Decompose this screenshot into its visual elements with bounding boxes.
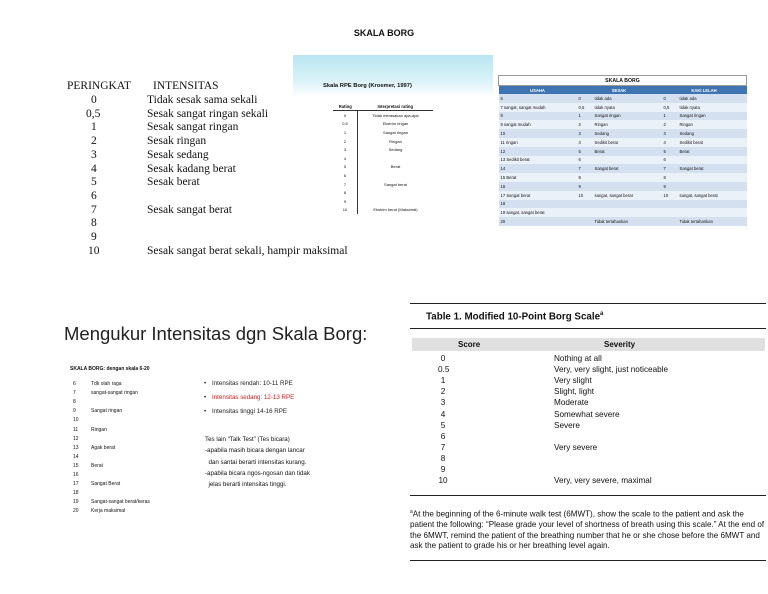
scale-intensity-label: Sesak sangat ringan sekali <box>147 107 269 120</box>
blue-table-cell: 11 ringan <box>499 138 577 147</box>
kroemer-interp: Ringan <box>389 138 402 144</box>
blue-table-cell: 4 <box>577 138 593 147</box>
kroemer-caption: Skala RPE Borg (Kroemer, 1997) <box>323 83 412 89</box>
kroemer-row <box>333 197 433 206</box>
kroemer-row <box>333 145 433 154</box>
scale-intensity-label: Sesak berat <box>147 176 200 189</box>
bullet-dot-icon: • <box>204 394 207 401</box>
borg-score: 6 <box>440 431 446 441</box>
borg-score: 5 <box>440 420 446 430</box>
scale-rating: 5 <box>91 176 97 189</box>
intensitas-header: INTENSITAS <box>153 80 219 92</box>
blue-table-cell: 15 Berat <box>499 173 577 182</box>
slide-scale-label: Kerja maksimal <box>91 508 126 515</box>
kroemer-interp: Tidak merasakan apa-apa <box>372 112 419 118</box>
slide-scale-number: 11 <box>73 426 79 433</box>
scale-rating: 2 <box>91 135 97 148</box>
borg-severity: Moderate <box>554 398 589 408</box>
kroemer-rating: 10 <box>333 206 358 215</box>
blue-table-title: SKALA BORG <box>499 76 747 86</box>
borg-severity: Very, very severe, maximal <box>554 476 652 486</box>
blue-table-cell: 8 <box>499 112 577 121</box>
bullet-text: Intensitas rendah: 10-11 RPE <box>212 380 293 387</box>
blue-table-cell <box>577 208 593 217</box>
talk-test-line: -apabila masih bicara dengan lancar <box>205 447 305 455</box>
modified-borg-header <box>412 338 765 351</box>
blue-table-cell: 8 <box>661 173 677 182</box>
kroemer-rating: 4 <box>333 154 358 163</box>
blue-table-cell: 9 <box>577 182 593 191</box>
blue-table-row <box>499 147 747 156</box>
blue-table-cell: 18 <box>499 200 577 209</box>
kroemer-rating: 0 <box>333 111 358 120</box>
scale-intensity-label: Tidak sesak sama sekali <box>147 94 258 106</box>
kroemer-rating: 6 <box>333 171 358 180</box>
blue-table-cell: 0,5 <box>661 103 677 112</box>
blue-table-cell: 2 <box>661 120 677 129</box>
borg-severity: Nothing at all <box>554 354 602 363</box>
kroemer-head-rating: Rating <box>333 102 358 111</box>
col-sesak: SESAK <box>577 86 662 95</box>
blue-table-cell: sangat, sangat berat <box>678 191 747 200</box>
slide-title: Mengukur Intensitas dgn Skala Borg: <box>64 323 368 344</box>
blue-table-cell: 9 <box>661 182 677 191</box>
blue-table-cell: Berat <box>678 147 747 156</box>
blue-table-cell: 6 <box>577 156 593 165</box>
blue-table-cell <box>593 173 662 182</box>
slide-scale-number: 18 <box>73 490 79 497</box>
severity-header: Severity <box>604 340 636 349</box>
kroemer-interp: Ekstrim ringan <box>382 121 409 127</box>
blue-table-cell <box>593 200 662 209</box>
talk-test-line: -apabila bicara ngos-ngosan dan tidak <box>205 469 310 477</box>
blue-table-cell <box>593 182 662 191</box>
borg-severity: Severe <box>554 420 580 430</box>
kroemer-interp <box>358 188 434 197</box>
borg-score: 7 <box>440 442 446 452</box>
intensity-bullet <box>204 408 287 415</box>
blue-table-cell: 5 <box>661 147 677 156</box>
slide-scale-number: 10 <box>73 417 79 424</box>
slide-scale-number: 12 <box>73 435 79 442</box>
blue-table-row <box>499 173 747 182</box>
kroemer-rating: 1 <box>333 128 358 137</box>
col-usaha: USAHA <box>499 86 577 95</box>
kroemer-row <box>333 163 433 172</box>
borg-score: 10 <box>438 476 448 486</box>
kroemer-row <box>333 137 433 146</box>
slide-scale-label: Berat <box>91 462 103 469</box>
blue-table-cell: 0 <box>661 94 677 103</box>
modified-borg-footnote: $^a$At the beginning of the 6-minute walk test (6MWT), show the scale to the patient and ask the patient the following: “Please grade your level of shortness of breath using this scale.” At the end of the 6MWT, remind the patient of the breathing number that he or she chose before the 6MWT and ask the patient to grade his or her breathing level again. <box>410 509 765 551</box>
blue-table-cell: 5 <box>577 147 593 156</box>
slide-scale-number: 9 <box>73 408 76 415</box>
borg-score: 9 <box>440 465 446 474</box>
blue-table-cell <box>678 173 747 182</box>
scale-rating: 1 <box>91 121 97 134</box>
borg-severity: Somewhat severe <box>554 409 620 419</box>
blue-table-cell: Tidak tertahankan <box>593 217 662 226</box>
blue-table-cell <box>661 200 677 209</box>
scale-intensity-label: Sesak sangat berat <box>147 203 232 216</box>
blue-table-cell: 7 sangat, sangat mudah <box>499 103 577 112</box>
bullet-dot-icon: • <box>204 408 207 415</box>
col-kaki-lelah: KAKI LELAH <box>661 86 746 95</box>
blue-table-cell: tidak ada <box>678 94 747 103</box>
talk-test-line: Tes lain “Talk Test” (Tes bicara) <box>205 436 290 443</box>
borg-score: 4 <box>440 409 446 419</box>
scale-rating: 10 <box>88 244 100 257</box>
blue-table-row <box>499 217 747 226</box>
scale-rating: 7 <box>91 203 97 216</box>
slide-scale-number: 14 <box>73 453 79 460</box>
slide-scale-number: 13 <box>73 444 79 451</box>
slide-scale-number: 15 <box>73 462 79 469</box>
blue-table-row <box>499 94 747 103</box>
blue-table-cell: Tidak tertahankan <box>678 217 747 226</box>
blue-table-cell <box>678 182 747 191</box>
blue-table-cell: 3 <box>661 129 677 138</box>
borg-severity: Slight, light <box>554 387 595 397</box>
blue-table-cell: 0,5 <box>577 103 593 112</box>
blue-table-cell: Berat <box>593 147 662 156</box>
slide-scale-number: 17 <box>73 481 79 488</box>
kroemer-header-band <box>293 55 493 97</box>
blue-table-cell: 3 <box>577 129 593 138</box>
scale-intensity-label: Sesak sangat ringan <box>147 121 239 134</box>
kroemer-rating: 5 <box>333 163 358 172</box>
bullet-text: Intensitas sedang: 12-13 RPE <box>212 394 295 401</box>
blue-table-cell: 2 <box>577 120 593 129</box>
slide-scale-label: Sangat ringan <box>91 408 123 415</box>
borg-score: 1 <box>440 376 446 386</box>
scale-rating: 3 <box>91 148 97 161</box>
blue-table-cell <box>577 200 593 209</box>
blue-table-cell <box>678 200 747 209</box>
blue-table-cell <box>593 208 662 217</box>
scale-intensity-label: Sesak kadang berat <box>147 162 236 175</box>
blue-table-cell <box>593 156 662 165</box>
blue-table-cell: 1 <box>577 112 593 121</box>
slide-scale-label: Tdk olah raga <box>91 381 122 387</box>
footnote-bottom-rule <box>410 560 766 561</box>
blue-table-row <box>499 182 747 191</box>
score-header: Score <box>458 340 481 349</box>
peringkat-header: PERINGKAT <box>67 80 131 92</box>
slide-scale-number: 7 <box>73 390 76 397</box>
blue-table-cell: 7 <box>661 164 677 173</box>
blue-table-row <box>499 112 747 121</box>
borg-score: 0.5 <box>438 365 450 375</box>
modified-borg-title: Table 1. Modified 10-Point Borg Scale$^a$ <box>426 311 604 323</box>
kroemer-interp: Sangat ringan <box>383 129 408 135</box>
intensity-bullet <box>204 380 293 387</box>
kroemer-head-interp: Interpretasi rating <box>358 102 434 111</box>
kroemer-row <box>333 188 433 197</box>
blue-table-cell: Sangat berat <box>678 164 747 173</box>
blue-table-cell: Ringan <box>593 120 662 129</box>
kroemer-row <box>333 206 433 215</box>
talk-test-line: jelas berarti intensitas tinggi. <box>205 481 287 489</box>
scale-intensity-label: Sesak ringan <box>147 135 207 148</box>
kroemer-rating: 0,5 <box>333 120 358 129</box>
blue-table-cell: 14 <box>499 164 577 173</box>
blue-table-cell: 10 <box>661 191 677 200</box>
borg-severity: Very, very slight, just noticeable <box>554 365 669 375</box>
blue-table-cell <box>661 217 677 226</box>
bullet-text: Intensitas tinggi 14-16 RPE <box>212 408 287 415</box>
blue-table-cell: Sangat berat <box>593 164 662 173</box>
blue-table-row <box>499 208 747 217</box>
blue-table-cell <box>661 208 677 217</box>
kroemer-interp: Sangat berat <box>384 181 407 187</box>
slide-scale-label: Sangat-sangat berat/keras <box>91 499 150 506</box>
slide-scale-number: 6 <box>73 381 76 387</box>
blue-table-row <box>499 156 747 165</box>
blue-table-cell: 4 <box>661 138 677 147</box>
blue-table-row <box>499 129 747 138</box>
kroemer-rating: 3 <box>333 145 358 154</box>
blue-table-cell: Sangat ringan <box>678 112 747 121</box>
kroemer-interp <box>358 171 434 180</box>
scale-rating: 6 <box>91 189 97 202</box>
blue-table-cell: 1 <box>661 112 677 121</box>
blue-table-cell: sangat, sangat berat <box>593 191 662 200</box>
blue-table-cell <box>678 156 747 165</box>
kroemer-interp: Ekstrim berat (Maksimal) <box>373 207 418 213</box>
blue-table-cell: 6 <box>661 156 677 165</box>
blue-table-cell: 12 <box>499 147 577 156</box>
borg-score: 0 <box>440 354 446 363</box>
blue-table-cell: tidak ada <box>593 94 662 103</box>
borg-score: 2 <box>440 387 446 397</box>
slide-scale-number: 20 <box>73 508 79 515</box>
scale-intensity-label: Sesak sedang <box>147 148 209 161</box>
scale-rating: 4 <box>91 162 97 175</box>
skala-borg-blue-table <box>498 75 747 226</box>
kroemer-row <box>333 111 433 120</box>
blue-table-row <box>499 191 747 200</box>
blue-table-row <box>499 200 747 209</box>
blue-table-cell: 9 sangat mudah <box>499 120 577 129</box>
slide-scale-label: sangat-sangat ringan <box>91 390 138 397</box>
slide-scale-label: Sangat Berat <box>91 481 121 488</box>
table-bottom-rule <box>410 495 766 496</box>
bullet-dot-icon: • <box>204 380 207 387</box>
kroemer-row <box>333 120 433 129</box>
blue-table-cell: Sedang <box>593 129 662 138</box>
borg-severity: Very slight <box>554 376 592 386</box>
blue-table-cell: 0 <box>577 94 593 103</box>
blue-table-row <box>499 103 747 112</box>
scale-rating: 8 <box>91 217 97 230</box>
scale-rating: 0 <box>91 94 97 106</box>
scale-rating: 0,5 <box>86 107 101 120</box>
blue-table-cell <box>678 208 747 217</box>
blue-table-cell: tidak nyata <box>593 103 662 112</box>
slide-scale-label: Ringan <box>91 426 107 433</box>
main-title: SKALA BORG <box>353 28 415 38</box>
blue-table-cell: Sangat ringan <box>593 112 662 121</box>
blue-table-cell: tidak nyata <box>678 103 747 112</box>
talk-test-line: dan santai berarti intensitas kurang. <box>205 458 307 466</box>
slide-scale-number: 19 <box>73 499 79 506</box>
kroemer-rating: 7 <box>333 180 358 189</box>
borg-score: 3 <box>440 398 446 408</box>
blue-table-cell: Sedang <box>678 129 747 138</box>
kroemer-row <box>333 154 433 163</box>
blue-table-cell: 13 Sedikit berat <box>499 156 577 165</box>
table-title-rule <box>410 328 766 329</box>
blue-table-cell <box>577 217 593 226</box>
blue-table-cell: 6 <box>499 94 577 103</box>
blue-table-cell: 10 <box>499 129 577 138</box>
kroemer-rating: 2 <box>333 137 358 146</box>
slide-scale-label: Agak berat <box>91 444 116 451</box>
kroemer-interp: Berat <box>390 164 401 170</box>
kroemer-rating: 9 <box>333 197 358 206</box>
kroemer-rpe-figure <box>293 55 493 247</box>
borg-severity: Very severe <box>554 442 598 452</box>
blue-table-cell: 20 <box>499 217 577 226</box>
kroemer-interp: Sedang <box>388 147 403 153</box>
kroemer-row <box>333 180 433 189</box>
slide-scale-number: 8 <box>73 399 76 406</box>
slide-scale-number: 16 <box>73 472 79 478</box>
kroemer-interp <box>358 154 434 163</box>
blue-table-row <box>499 120 747 129</box>
blue-table-cell: 19 sangat, sangat berat <box>499 208 577 217</box>
blue-table-cell: 7 <box>577 164 593 173</box>
kroemer-interp <box>358 197 434 206</box>
blue-table-row <box>499 164 747 173</box>
blue-table-cell: Sedikit berat <box>678 138 747 147</box>
slide-subtitle: SKALA BORG: dengan skala 6-20 <box>70 366 150 372</box>
blue-table-cell: 10 <box>577 191 593 200</box>
blue-table-cell: Ringan <box>678 120 747 129</box>
blue-table-cell: 16 <box>499 182 577 191</box>
intensity-bullet <box>204 394 294 401</box>
table-top-rule <box>410 303 766 304</box>
kroemer-table <box>333 102 433 214</box>
blue-table-row <box>499 138 747 147</box>
kroemer-rating: 8 <box>333 188 358 197</box>
scale-rating: 9 <box>91 231 97 243</box>
borg-score: 8 <box>440 453 446 463</box>
blue-table-cell: Sedikit berat <box>593 138 662 147</box>
blue-table-cell: 17 Sangat berat <box>499 191 577 200</box>
blue-table-cell: 8 <box>577 173 593 182</box>
kroemer-row <box>333 128 433 137</box>
kroemer-row <box>333 171 433 180</box>
scale-intensity-label: Sesak sangat berat sekali, hampir maksimal <box>147 244 348 257</box>
